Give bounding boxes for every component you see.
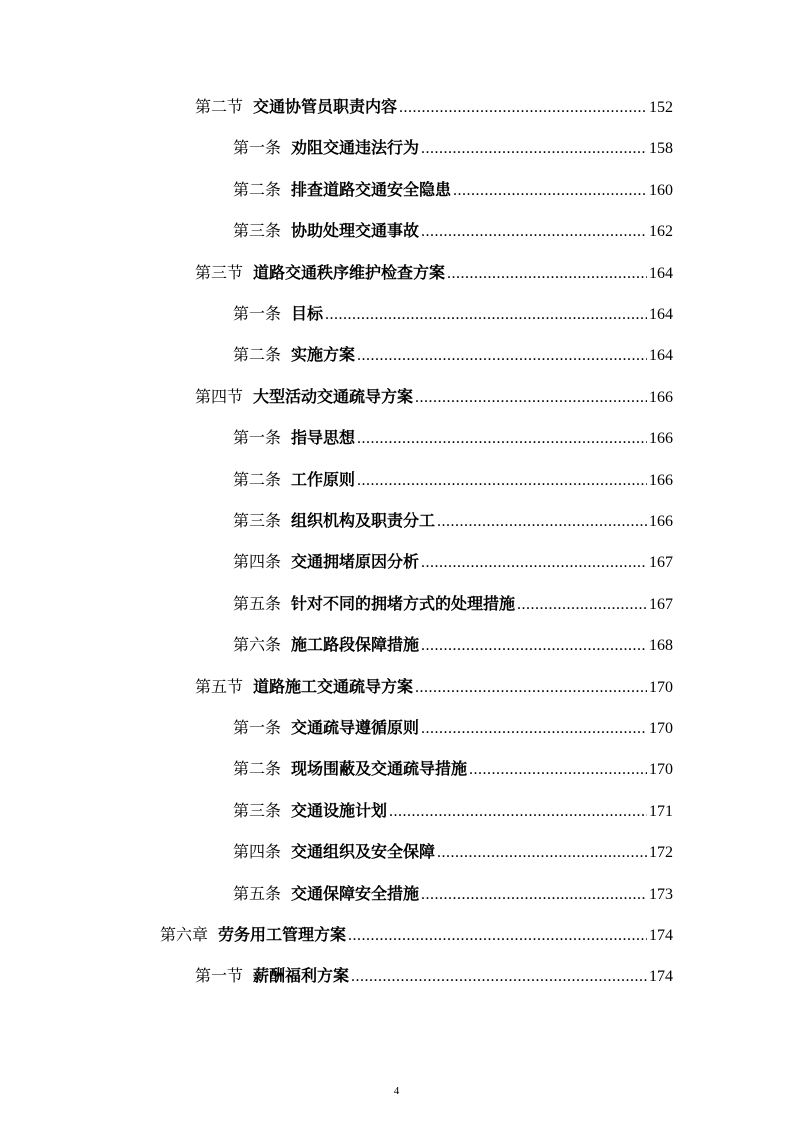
toc-leader-dots [389,797,647,827]
toc-entry[interactable] [233,133,673,163]
toc-leader-dots [421,217,647,247]
toc-entry-page: 164 [649,306,673,323]
toc-entry-page: 174 [649,968,673,986]
toc-leader-dots [415,383,647,413]
toc-entry[interactable] [233,630,673,660]
toc-entry-number: 第一节 [195,966,244,986]
toc-entry-page: 167 [649,595,673,613]
toc-entry[interactable] [233,506,673,536]
toc-entry[interactable] [233,754,673,784]
toc-entry-number: 第五条 [233,593,282,613]
toc-entry[interactable] [233,423,673,453]
toc-entry-number: 第六章 [160,925,209,944]
toc-entry-title: 施工路段保障措施 [291,635,420,655]
toc-entry-number: 第五条 [233,883,282,903]
toc-leader-dots [469,755,647,785]
toc-entry-title: 组织机构及职责分工 [291,511,436,530]
toc-leader-dots [357,341,647,371]
toc-entry-title: 交通设施计划 [291,800,388,820]
toc-entry-page: 166 [649,430,673,448]
toc-entry[interactable] [195,672,673,702]
toc-entry[interactable] [195,382,673,412]
toc-entry-page: 160 [649,181,673,199]
toc-leader-dots [399,93,647,123]
toc-entry-number: 第四条 [233,552,282,572]
toc-entry-number: 第二条 [233,179,282,199]
toc-entry-title: 薪酬福利方案 [253,966,350,986]
toc-entry-title: 劝阻交通违法行为 [291,138,420,158]
toc-entry-number: 第四节 [195,386,244,406]
toc-entry[interactable] [233,879,673,909]
toc-entry-title: 交通保障安全措施 [291,883,420,903]
toc-entry-page: 172 [649,844,673,862]
toc-entry-title: 针对不同的拥堵方式的处理措施 [291,593,516,613]
toc-entry-title: 劳务用工管理方案 [218,925,347,944]
toc-leader-dots [325,300,647,330]
toc-entry-number: 第二节 [195,97,244,116]
toc-entry-page: 166 [649,513,673,530]
toc-entry[interactable] [233,713,673,743]
toc-entry-page: 170 [649,720,673,737]
toc-entry-page: 173 [649,885,673,903]
toc-entry-page: 170 [649,678,673,696]
toc-leader-dots [421,880,647,910]
toc-entry-page: 171 [649,802,673,820]
toc-leader-dots [357,466,647,496]
toc-entry-title: 大型活动交通疏导方案 [253,386,414,406]
toc-entry-number: 第六条 [233,635,282,655]
toc-entry[interactable] [233,465,673,495]
toc-leader-dots [357,424,647,454]
toc-entry-number: 第五节 [195,676,244,696]
toc-entry-number: 第三节 [195,262,244,282]
toc-entry-page: 174 [649,927,673,944]
toc-entry-number: 第一条 [233,138,282,158]
toc-entry[interactable] [195,961,673,991]
toc-entry-page: 164 [649,264,673,282]
toc-entry-number: 第四条 [233,842,282,862]
toc-entry[interactable] [233,837,673,867]
toc-entry[interactable] [233,589,673,619]
toc-entry-title: 实施方案 [291,345,356,365]
toc-entry-number: 第二条 [233,345,282,365]
toc-leader-dots [351,962,647,992]
toc-entry[interactable] [233,796,673,826]
toc-entry-title: 协助处理交通事故 [291,221,420,241]
toc-entry-number: 第三条 [233,800,282,820]
toc-entry-title: 交通拥堵原因分析 [291,552,420,572]
toc-entry[interactable] [233,547,673,577]
toc-entry[interactable] [233,340,673,370]
toc-entry-page: 158 [649,140,673,158]
toc-entry-page: 168 [649,637,673,655]
toc-entry-number: 第一条 [233,718,282,737]
toc-entry-page: 152 [649,99,673,116]
toc-entry-page: 162 [649,223,673,241]
toc-entry-number: 第二条 [233,759,282,779]
toc-entry-number: 第三条 [233,511,282,530]
toc-entry-title: 排查道路交通安全隐患 [291,179,452,199]
toc-leader-dots [453,176,647,206]
toc-leader-dots [447,259,647,289]
toc-entry-title: 交通疏导遵循原则 [291,718,420,737]
page-number: 4 [393,1085,400,1097]
toc-leader-dots [517,590,647,620]
toc-entry-title: 现场围蔽及交通疏导措施 [291,759,468,779]
toc-leader-dots [421,134,647,164]
toc-entry-page: 167 [649,554,673,572]
toc-entry[interactable] [195,258,673,288]
toc-entry-number: 第二条 [233,469,282,489]
toc-entry-page: 170 [649,761,673,779]
toc-entry-title: 交通组织及安全保障 [291,842,436,862]
toc-entry-number: 第一条 [233,304,282,323]
toc-entry-title: 交通协管员职责内容 [253,97,398,116]
toc-entry[interactable] [160,920,673,950]
toc-leader-dots [421,548,647,578]
toc-entry-page: 166 [649,388,673,406]
toc-entry-page: 166 [649,471,673,489]
toc-entry[interactable] [233,299,673,329]
toc-entry-page: 164 [649,347,673,365]
toc-leader-dots [415,673,647,703]
toc-entry[interactable] [233,175,673,205]
toc-leader-dots [437,838,647,868]
toc-entry[interactable] [195,92,673,122]
toc-leader-dots [421,714,647,744]
toc-entry-title: 道路交通秩序维护检查方案 [253,262,446,282]
toc-leader-dots [421,631,647,661]
toc-entry-number: 第三条 [233,221,282,241]
toc-leader-dots [348,921,647,951]
toc-entry-number: 第一条 [233,428,282,448]
toc-entry-title: 工作原则 [291,469,356,489]
toc-entry[interactable] [233,216,673,246]
toc-entry-title: 道路施工交通疏导方案 [253,676,414,696]
toc-leader-dots [437,507,647,537]
toc-entry-title: 指导思想 [291,428,356,448]
toc-entry-title: 目标 [291,304,324,323]
